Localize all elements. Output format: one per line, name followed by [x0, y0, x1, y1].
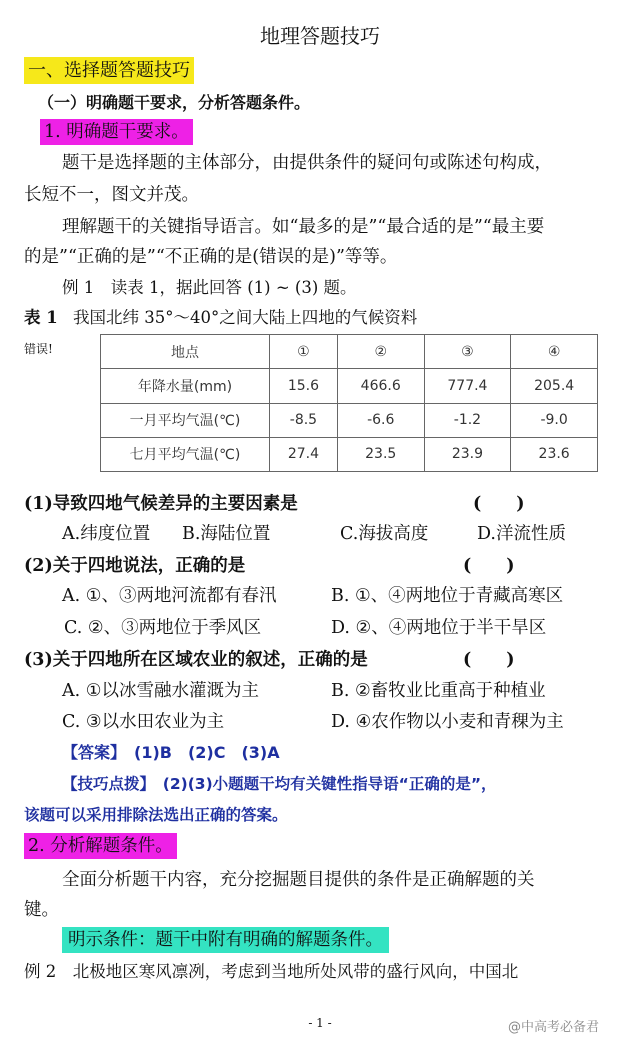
question-3-option-d: D. ④农作物以小麦和青稞为主 — [331, 712, 564, 732]
item2-heading-label: 2. 分析解题条件。 — [24, 833, 177, 859]
question-3-answer-blank: ( ) — [463, 650, 515, 670]
question-1-option-a: A.纬度位置 — [62, 524, 151, 544]
table-cell: 23.9 — [424, 437, 511, 471]
table-cell: 777.4 — [424, 369, 511, 403]
section-heading — [24, 56, 194, 82]
paragraph-3-line-1: 全面分析题干内容，充分挖掘题目提供的条件是正确解题的关 — [62, 870, 535, 890]
tip-line-1: 【技巧点拨】 (2)(3)小题题干均有关键性指导语“正确的是”， — [62, 775, 497, 793]
table-cell: 23.6 — [511, 437, 598, 471]
table-header-cell: ③ — [424, 335, 511, 369]
table-caption-label: 表 1 — [24, 308, 58, 327]
section-heading-label: 一、选择题答题技巧 — [24, 57, 194, 84]
explicit-condition-label: 明示条件：题干中附有明确的解题条件。 — [62, 927, 389, 953]
table-header-cell: ② — [337, 335, 424, 369]
watermark: @中高考必备君 — [508, 1020, 600, 1035]
answer-line: 【答案】 (1)B (2)C (3)A — [62, 743, 280, 762]
table-row-label: 年降水量(mm) — [101, 369, 270, 403]
table-cell: -9.0 — [511, 403, 598, 437]
table-row — [101, 437, 598, 471]
error-note: 错误! — [24, 342, 53, 356]
table-caption — [24, 304, 417, 328]
item1-heading — [40, 118, 193, 143]
question-1-option-b: B.海陆位置 — [182, 524, 271, 544]
page-title: 地理答题技巧 — [260, 24, 380, 48]
table-cell: -1.2 — [424, 403, 511, 437]
question-1-answer-blank: ( ) — [473, 494, 525, 514]
table-cell: 466.6 — [337, 369, 424, 403]
table-cell: 23.5 — [337, 437, 424, 471]
question-2-option-c: C. ②、③两地位于季风区 — [64, 618, 262, 638]
table-cell: -6.6 — [337, 403, 424, 437]
subsection-heading: （一）明确题干要求，分析答题条件。 — [38, 93, 311, 112]
question-3-option-c: C. ③以水田农业为主 — [62, 712, 225, 732]
table-header-cell: ① — [270, 335, 338, 369]
item2-heading — [24, 832, 177, 857]
question-1-stem — [24, 490, 298, 515]
question-2-stem-text: (2)关于四地说法，正确的是 — [24, 556, 246, 576]
paragraph-2-line-1: 理解题干的关键指导语言。如“最多的是”“最合适的是”“最主要 — [62, 217, 545, 237]
table-cell: 205.4 — [511, 369, 598, 403]
paragraph-1-line-1: 题干是选择题的主体部分，由提供条件的疑问句或陈述句构成， — [62, 153, 552, 173]
question-1-option-c: C.海拔高度 — [340, 524, 429, 544]
question-2-option-a: A. ①、③两地河流都有春汛 — [62, 586, 277, 606]
table-row-label: 一月平均气温(℃) — [101, 403, 270, 437]
question-3-option-a: A. ①以冰雪融水灌溉为主 — [62, 681, 259, 701]
question-2-stem — [24, 552, 245, 577]
table-cell: 15.6 — [270, 369, 338, 403]
example-1: 例 1 读表 1，据此回答 (1) ~ (3) 题。 — [62, 278, 357, 297]
table-cell: -8.5 — [270, 403, 338, 437]
question-2-option-b: B. ①、④两地位于青藏高寒区 — [331, 586, 564, 606]
table-row-label: 七月平均气温(℃) — [101, 437, 270, 471]
table-cell: 27.4 — [270, 437, 338, 471]
explicit-condition — [62, 926, 389, 951]
table-header-cell: ④ — [511, 335, 598, 369]
paragraph-1-line-2: 长短不一，图文并茂。 — [24, 185, 199, 205]
page-number: - 1 - — [308, 1016, 332, 1030]
table-row — [101, 403, 598, 437]
question-2-answer-blank: ( ) — [463, 556, 515, 576]
table-header-row — [101, 335, 598, 369]
question-3-option-b: B. ②畜牧业比重高于种植业 — [331, 681, 546, 701]
question-3-stem-text: (3)关于四地所在区域农业的叙述，正确的是 — [24, 650, 368, 670]
tip-line-2: 该题可以采用排除法选出正确的答案。 — [24, 806, 288, 824]
table-caption-text: 我国北纬 35°～40°之间大陆上四地的气候资料 — [72, 308, 418, 327]
question-2-option-d: D. ②、④两地位于半干旱区 — [331, 618, 547, 638]
table-row — [101, 369, 598, 403]
table-header-cell: 地点 — [101, 335, 270, 369]
climate-table — [100, 334, 598, 472]
paragraph-2-line-2: 的是”“正确的是”“不正确的是(错误的是)”等等。 — [24, 247, 398, 267]
question-1-option-d: D.洋流性质 — [477, 524, 566, 544]
question-1-stem-text: (1)导致四地气候差异的主要因素是 — [24, 494, 298, 514]
question-3-stem — [24, 646, 368, 671]
item1-heading-label: 1. 明确题干要求。 — [40, 119, 193, 145]
example-2: 例 2 北极地区寒风凛冽，考虑到当地所处风带的盛行风向，中国北 — [24, 962, 519, 981]
paragraph-3-line-2: 键。 — [24, 900, 59, 920]
